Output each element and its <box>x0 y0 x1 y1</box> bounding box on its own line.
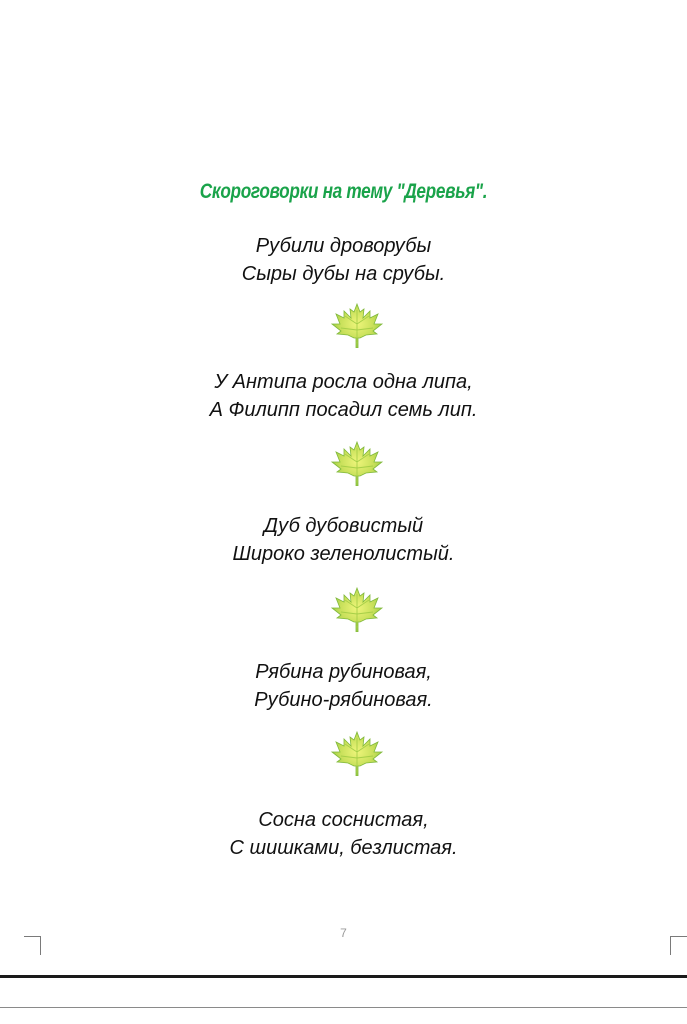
tongue-twister-1 <box>0 232 687 288</box>
verse-line: У Антипа росла одна липа, <box>214 371 473 393</box>
maple-leaf-icon <box>329 440 385 486</box>
maple-leaf-icon <box>329 730 385 776</box>
verse-line: Рябина рубиновая, <box>255 661 432 683</box>
verse-line: А Филипп посадил семь лип. <box>209 399 478 421</box>
tongue-twister-3 <box>0 512 687 568</box>
verse-line: Сосна соснистая, <box>258 809 429 831</box>
page-separator-line <box>0 1007 687 1008</box>
page-number: 7 <box>340 926 347 940</box>
page-bottom-border <box>0 975 687 978</box>
crop-mark-right <box>670 936 687 955</box>
verse-line: Дуб дубовистый <box>263 515 424 537</box>
tongue-twister-4 <box>0 658 687 714</box>
verse-line: Рубили дроворубы <box>255 235 432 257</box>
verse-line: С шишками, безлистая. <box>229 837 458 859</box>
verse-line: Рубино-рябиновая. <box>254 689 433 711</box>
maple-leaf-icon <box>329 586 385 632</box>
tongue-twister-5 <box>0 806 687 862</box>
page-title: Скороговорки на тему "Деревья". <box>199 180 488 203</box>
crop-mark-left <box>24 936 41 955</box>
verse-line: Широко зеленолистый. <box>232 543 455 565</box>
tongue-twister-2 <box>0 368 687 424</box>
maple-leaf-icon <box>329 302 385 348</box>
verse-line: Сыры дубы на срубы. <box>241 263 446 285</box>
